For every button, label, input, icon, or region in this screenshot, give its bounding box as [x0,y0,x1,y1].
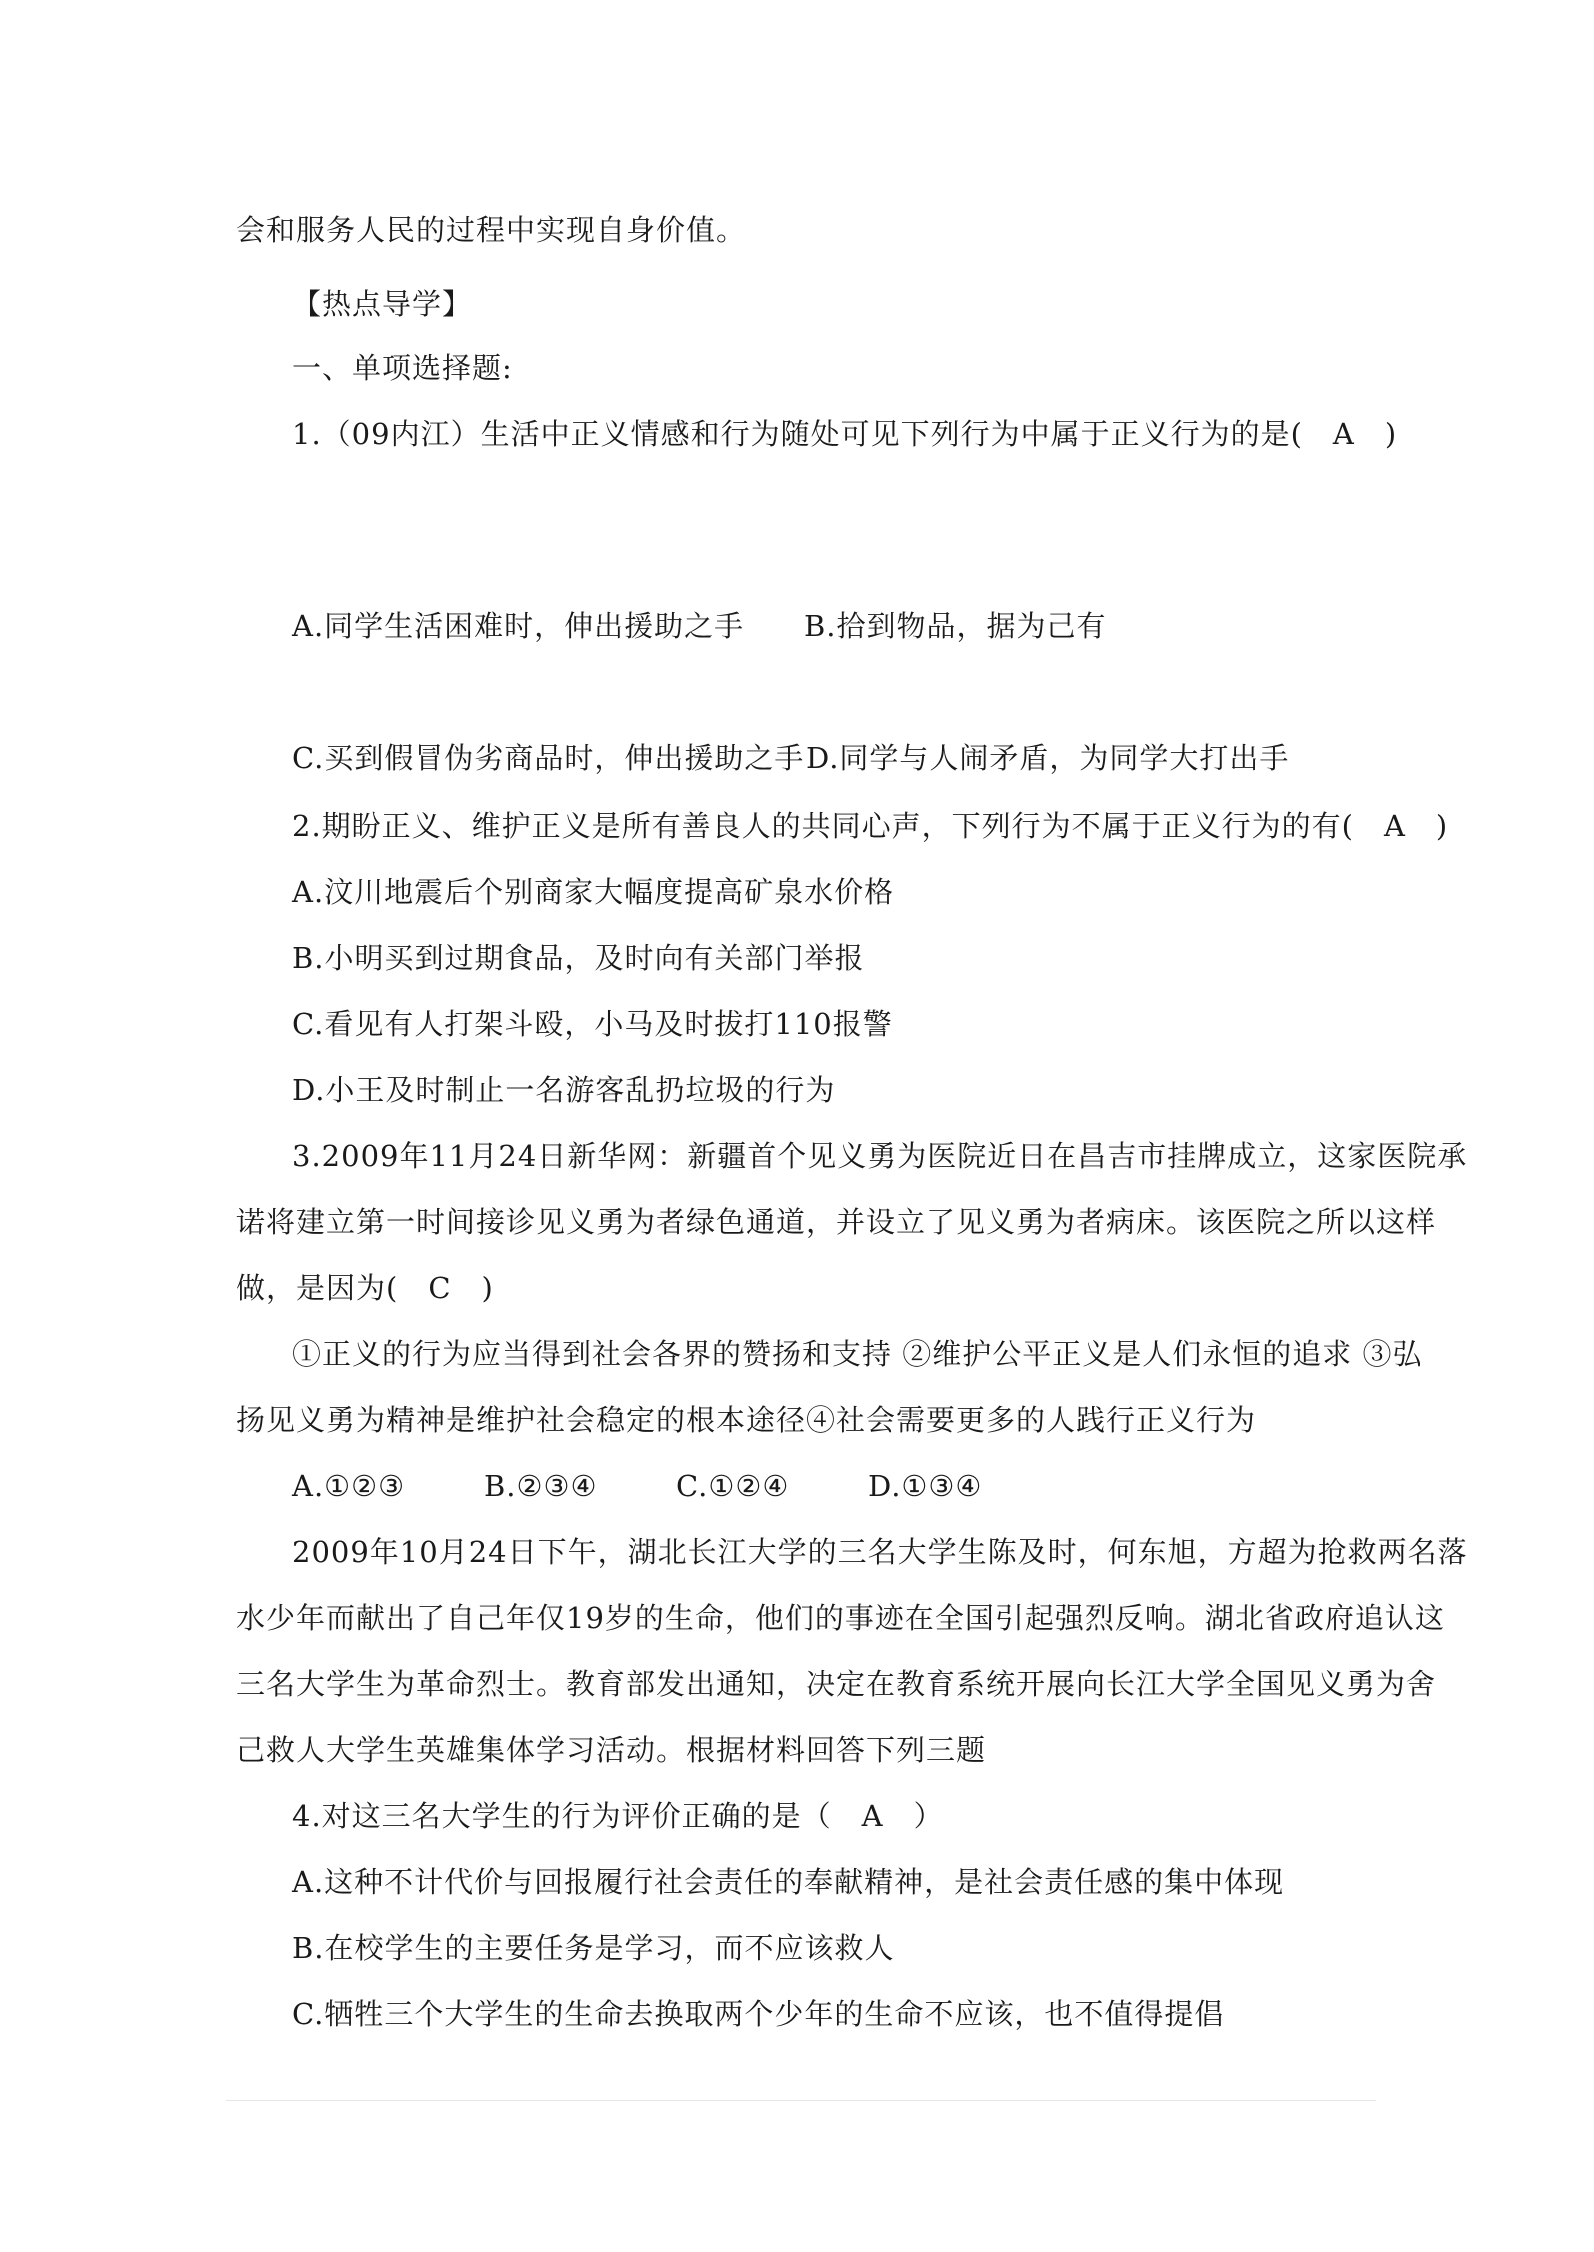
option-c: C.牺牲三个大学生的生命去换取两个少年的生命不应该，也不值得提倡 [292,1997,1225,2031]
statements-cont: 扬见义勇为精神是维护社会稳定的根本途径④社会需要更多的人践行正义行为 [236,1403,1257,1437]
material-paragraph-cont: 水少年而献出了自己年仅19岁的生命，他们的事迹在全国引起强烈反响。湖北省政府追认这 [236,1601,1445,1635]
text-line: 会和服务人民的过程中实现自身价值。 [236,213,747,247]
option-b: B.②③④ [484,1469,598,1503]
option-d: D.同学与人闹矛盾，为同学大打出手 [806,741,1290,775]
option-d: D.小王及时制止一名游客乱扔垃圾的行为 [292,1073,836,1107]
option-d: D.①③④ [868,1469,983,1503]
material-paragraph-cont: 己救人大学生英雄集体学习活动。根据材料回答下列三题 [236,1733,987,1767]
question-3: 3.2009年11月24日新华网：新疆首个见义勇为医院近日在昌吉市挂牌成立，这家医院承 [292,1139,1468,1173]
option-a: A.同学生活困难时，伸出援助之手 [292,609,745,643]
question-3-cont: 诺将建立第一时间接诊见义勇为者绿色通道，并设立了见义勇为者病床。该医院之所以这样 [236,1205,1437,1239]
footer-divider [226,2100,1376,2101]
option-b: B.小明买到过期食品，及时向有关部门举报 [292,941,865,975]
material-paragraph: 2009年10月24日下午，湖北长江大学的三名大学生陈及时，何东旭，方超为抢救两名落 [292,1535,1468,1569]
option-b: B.在校学生的主要任务是学习，而不应该救人 [292,1931,895,1965]
question-1: 1.（09内江）生活中正义情感和行为随处可见下列行为中属于正义行为的是( A ) [292,417,1398,451]
option-a: A.①②③ [292,1469,406,1503]
option-c: C.①②④ [676,1469,790,1503]
option-c: C.看见有人打架斗殴，小马及时拔打110报警 [292,1007,893,1041]
option-a: A.这种不计代价与回报履行社会责任的奉献精神，是社会责任感的集中体现 [292,1865,1285,1899]
question-3-cont: 做，是因为( C ) [236,1271,494,1305]
option-a: A.汶川地震后个别商家大幅度提高矿泉水价格 [292,875,895,909]
subsection-heading: 一、单项选择题: [292,351,513,385]
option-b: B.拾到物品，据为己有 [804,609,1107,643]
material-paragraph-cont: 三名大学生为革命烈士。教育部发出通知，决定在教育系统开展向长江大学全国见义勇为舍 [236,1667,1437,1701]
statements: ①正义的行为应当得到社会各界的赞扬和支持 ②维护公平正义是人们永恒的追求 ③弘 [292,1337,1423,1371]
question-2: 2.期盼正义、维护正义是所有善良人的共同心声，下列行为不属于正义行为的有( A ) [292,809,1449,843]
question-4: 4.对这三名大学生的行为评价正确的是（ A ） [292,1799,944,1833]
section-heading: 【热点导学】 [292,287,473,321]
option-c: C.买到假冒伪劣商品时，伸出援助之手 [292,741,805,775]
